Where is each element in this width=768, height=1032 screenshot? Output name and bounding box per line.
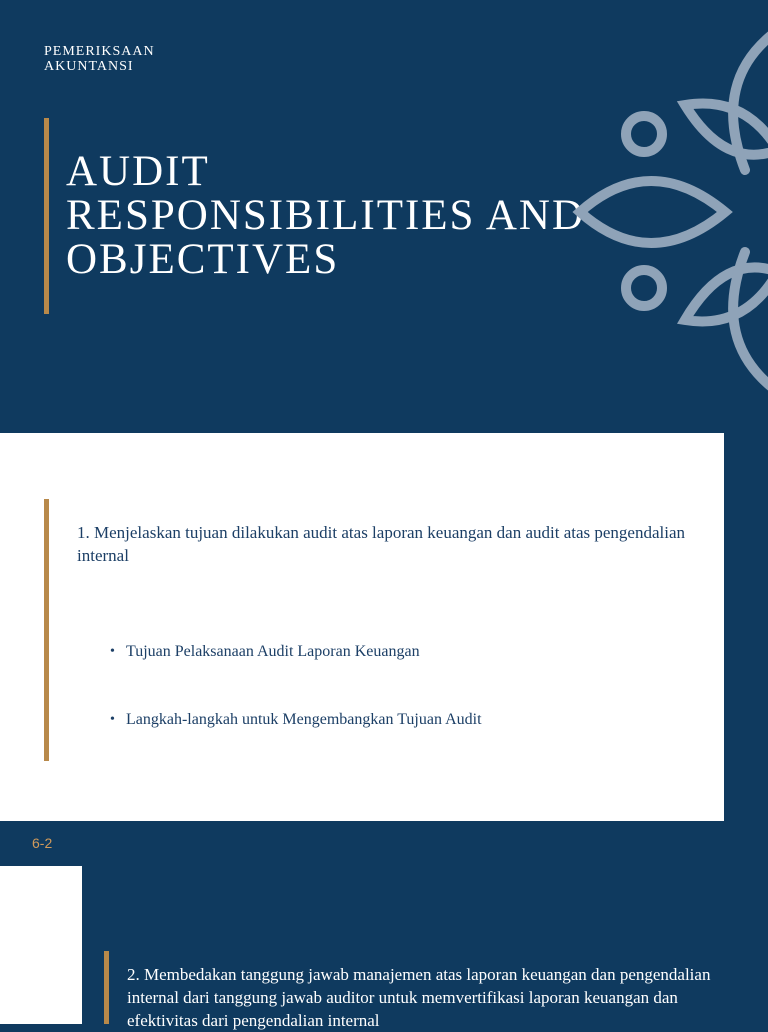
bullet-list <box>110 641 690 777</box>
card-accent-bar <box>44 499 49 761</box>
list-item <box>110 641 690 663</box>
bullet-icon: • <box>110 644 115 659</box>
bullet-text: Tujuan Pelaksanaan Audit Laporan Keuangan <box>126 643 420 660</box>
next-accent-bar <box>104 951 109 1024</box>
page-number: 6-2 <box>32 835 53 851</box>
title-accent-bar <box>44 118 49 314</box>
list-item <box>110 709 690 731</box>
flower-ornament-icon <box>560 0 768 420</box>
objective-1-text: 1. Menjelaskan tujuan dilakukan audit atas laporan keuangan dan audit atas pengendalian internal <box>77 523 686 565</box>
bullet-icon: • <box>110 712 115 727</box>
slide-white-strip <box>0 866 82 1024</box>
course-kicker: PEMERIKSAAN AKUNTANSI <box>44 44 155 74</box>
slide-title: AUDIT RESPONSIBILITIES AND OBJECTIVES <box>66 148 586 283</box>
objective-2-text: 2. Membedakan tanggung jawab manajemen atas laporan keuangan dan pengendalian internal dari tanggung jawab auditor untuk memvertifikasi laporan keuangan dan efektivitas dari pengendalian internal <box>127 965 711 1030</box>
bullet-text: Langkah-langkah untuk Mengembangkan Tujuan Audit <box>126 711 482 728</box>
objectives-card <box>0 433 724 821</box>
